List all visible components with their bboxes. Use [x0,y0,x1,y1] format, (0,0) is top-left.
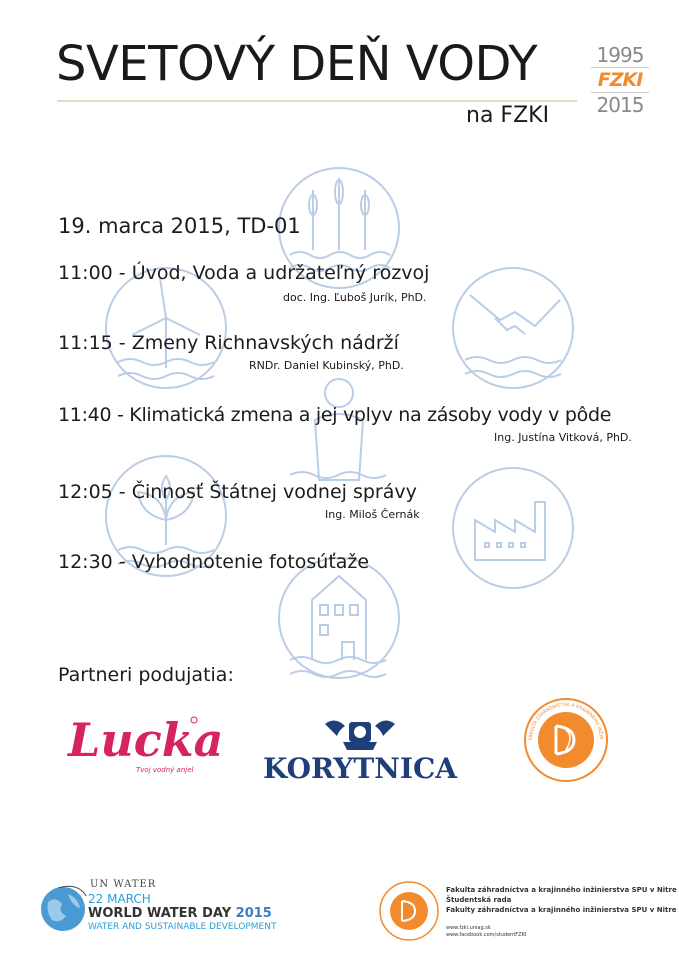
logo-brand: FZKI [597,69,643,91]
korytnica-logo [263,716,457,786]
wwd-date: 22 MARCH [88,892,151,906]
footer-line: Fakulty záhradníctva a krajinného inžinierstva SPU v Nitre [446,906,677,914]
footer-website-link[interactable]: www.fzki.uniag.sk [446,925,491,931]
footer-organizers [446,885,677,915]
seal-ring-top: FAKULTA ZÁHRADNÍCTVA A KRAJINNÉHO INŽIN [528,702,604,741]
factory-icon [453,468,573,588]
person-icon [290,379,386,480]
globe-icon [38,884,88,934]
logo-year-end: 2015 [596,93,644,117]
wind-turbine-icon [106,268,226,388]
flooded-house-icon [279,558,399,678]
program-item-speaker: RNDr. Daniel Kubinský, PhD. [249,359,404,372]
partners-heading: Partneri podujatia: [58,664,234,686]
footer-line: Študentská rada [446,896,512,904]
footer-links [446,925,526,939]
footer-facebook-link[interactable]: www.facebook.com/studentFZKI [446,932,527,938]
program-item-speaker: Ing. Justína Vitková, PhD. [494,431,632,444]
wwd-theme: WATER AND SUSTAINABLE DEVELOPMENT [88,922,277,932]
program-item-title: 11:00 - Úvod, Voda a udržateľný rozvoj [58,262,430,284]
program-item-title: 11:15 - Zmeny Richnavských nádrží [58,332,399,354]
page-title: SVETOVÝ DEŇ VODY [56,36,538,92]
program-item-speaker: Ing. Miloš Černák [325,508,420,521]
program-item-title: 12:30 - Vyhodnotenie fotosúťaže [58,551,370,573]
faculty-seal-small [378,880,440,942]
korytnica-wordmark: KORYTNICA [263,752,457,785]
lucka-wordmark: Lucka [68,713,224,767]
program-item-title: 12:05 - Činnosť Štátnej vodnej správy [58,481,417,503]
faculty-seal-logo [522,696,610,784]
footer-line: Fakulta záhradníctva a krajinného inžinierstva SPU v Nitre [446,886,677,894]
handshake-icon [453,268,573,388]
wwd-title: WORLD WATER DAY 2015 [88,906,272,921]
wwd-org: UN WATER [90,879,157,890]
page-subtitle: na FZKI [466,103,550,128]
event-date: 19. marca 2015, TD-01 [58,214,301,238]
title-divider [57,100,577,102]
lucka-tagline: Tvoj vodný anjel [136,766,194,774]
fzki-anniversary-logo [591,44,649,116]
seal-ring-bottom: SPU NITRA [552,754,589,770]
logo-year-start: 1995 [596,43,644,67]
program-item-speaker: doc. Ing. Ľuboš Jurík, PhD. [283,291,427,304]
program-item-title: 11:40 - Klimatická zmena a jej vplyv na zásoby vody v pôde [58,404,612,426]
lucka-logo [64,706,224,782]
